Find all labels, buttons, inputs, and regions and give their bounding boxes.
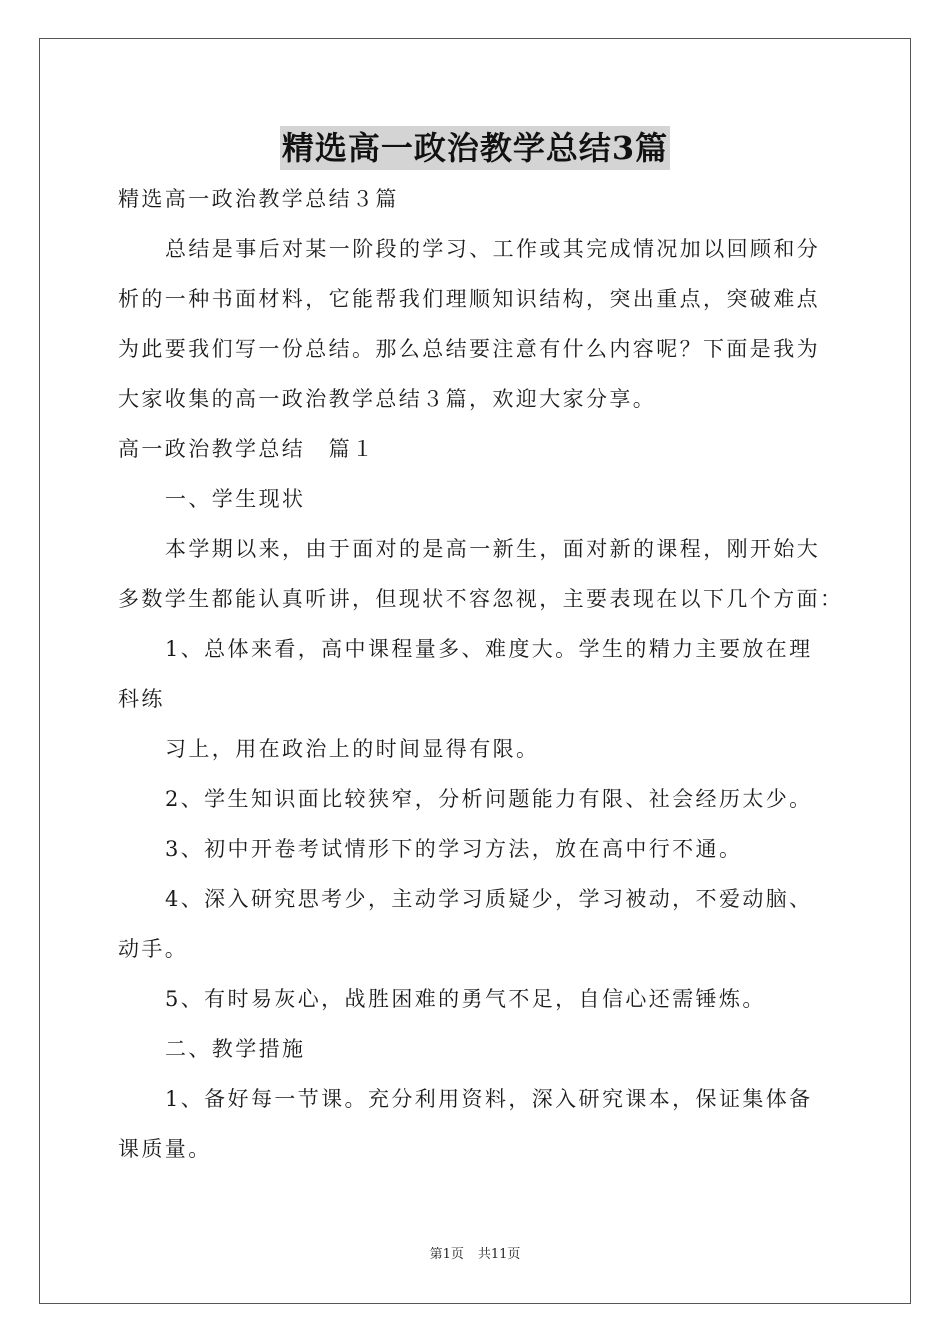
list-item: 1、备好每一节课。充分利用资料，深入研究课本，保证集体备: [165, 1087, 813, 1111]
paragraph-line: 习上，用在政治上的时间显得有限。: [165, 737, 540, 761]
paragraph-line: 析的一种书面材料，它能帮我们理顺知识结构，突出重点，突破难点: [118, 287, 820, 311]
paragraph-line: 动手。: [118, 937, 189, 961]
list-item: 1、总体来看，高中课程量多、难度大。学生的精力主要放在理: [165, 637, 813, 661]
section-heading: 高一政治教学总结 篇１: [118, 437, 376, 461]
subsection-heading: 一、学生现状: [165, 487, 306, 511]
paragraph-line: 课质量。: [118, 1137, 212, 1161]
subtitle-line: 精选高一政治教学总结３篇: [118, 187, 399, 211]
paragraph-line: 为此要我们写一份总结。那么总结要注意有什么内容呢？下面是我为: [118, 337, 820, 361]
list-item: 5、有时易灰心，战胜困难的勇气不足，自信心还需锤炼。: [165, 987, 766, 1011]
list-item: 3、初中开卷考试情形下的学习方法，放在高中行不通。: [165, 837, 743, 861]
paragraph-line: 多数学生都能认真听讲，但现状不容忽视，主要表现在以下几个方面：: [118, 587, 844, 611]
paragraph-line: 本学期以来，由于面对的是高一新生，面对新的课程，刚开始大: [165, 537, 821, 561]
page-frame: [39, 38, 911, 1304]
document-title: 精选高一政治教学总结3篇: [280, 126, 670, 170]
page-footer: [0, 1246, 950, 1264]
subsection-heading: 二、教学措施: [165, 1037, 306, 1061]
paragraph-line: 总结是事后对某一阶段的学习、工作或其完成情况加以回顾和分: [165, 237, 821, 261]
paragraph-line: 大家收集的高一政治教学总结３篇，欢迎大家分享。: [118, 387, 657, 411]
list-item: 2、学生知识面比较狭窄，分析问题能力有限、社会经历太少。: [165, 787, 813, 811]
title-container: [0, 126, 950, 170]
page-number: 第1页: [429, 1247, 464, 1262]
page-total: 共11页: [477, 1247, 521, 1262]
paragraph-line: 科练: [118, 687, 165, 711]
list-item: 4、深入研究思考少，主动学习质疑少，学习被动，不爱动脑、: [165, 887, 813, 911]
